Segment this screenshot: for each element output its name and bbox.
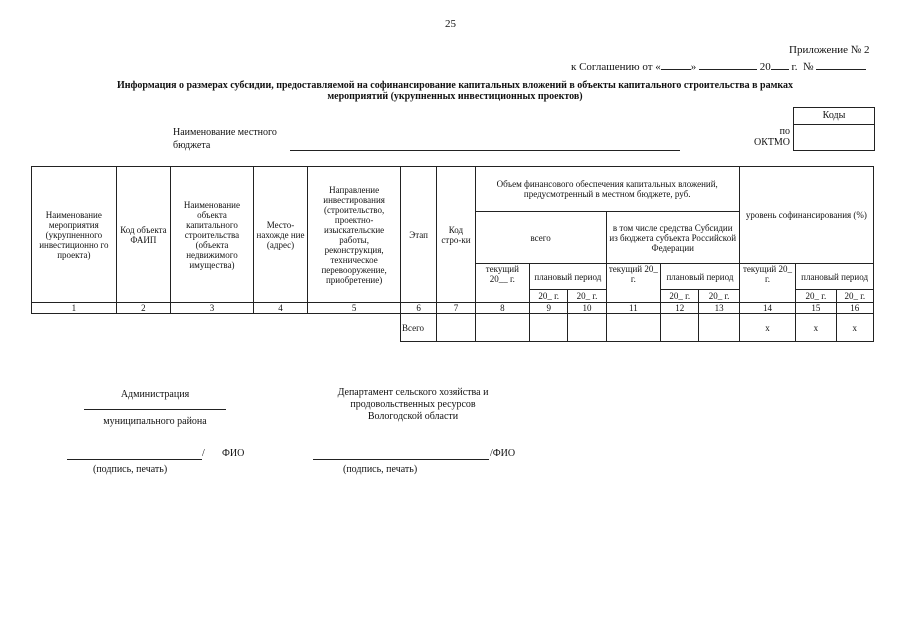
header-planned-total: плановый период <box>530 264 607 290</box>
column-number: 4 <box>253 303 307 314</box>
oktmo-label <box>735 126 790 148</box>
title-line-2: мероприятий (укрупненных инвестиционных проектов) <box>327 91 583 102</box>
document-title <box>40 80 870 102</box>
column-number: 5 <box>308 303 401 314</box>
column-number: 9 <box>530 303 568 314</box>
admin-title: Администрация <box>120 389 190 400</box>
total-row <box>32 314 874 342</box>
agreement-month-blank <box>699 69 757 70</box>
agreement-number-blank <box>816 69 866 70</box>
column-number: 15 <box>796 303 836 314</box>
column-number: 10 <box>568 303 606 314</box>
header-object: Наименование объекта капитального строительства (объекта недвижимого имущества) <box>171 167 254 303</box>
column-number: 6 <box>400 303 436 314</box>
agreement-line <box>571 61 866 73</box>
header-subsidy: в том числе средства Субсидии из бюджета субъекта Российской Федерации <box>606 212 739 264</box>
appendix-label: Приложение № 2 <box>789 44 870 56</box>
department-line-1: Департамент сельского хозяйства и <box>337 387 489 398</box>
header-current-total: текущий 20__ г. <box>475 264 529 303</box>
column-number: 12 <box>661 303 699 314</box>
codes-box <box>793 107 875 151</box>
total-x-cell: х <box>836 314 873 342</box>
column-number: 1 <box>32 303 117 314</box>
header-year: 20_ г. <box>796 290 836 303</box>
agreement-year-blank <box>771 69 789 70</box>
agreement-prefix: к Соглашению от « <box>571 61 661 73</box>
header-volume: Объем финансового обеспечения капитальных вложений, предусмотренный в местном бюджете, руб. <box>475 167 739 212</box>
header-direction: Направление инвестирования (строительство, проектно-изыскательские работы, реконструкция, техническое перевооружение, приобретение) <box>308 167 401 303</box>
header-planned-subsidy: плановый период <box>661 264 740 290</box>
column-number: 3 <box>171 303 254 314</box>
right-fio: /ФИО <box>490 448 516 459</box>
left-sign-caption: (подпись, печать) <box>93 464 168 475</box>
department-name <box>318 387 508 423</box>
column-number: 16 <box>836 303 873 314</box>
department-line-3: Вологодской области <box>367 411 459 422</box>
oktmo-label-line-2: ОКТМО <box>754 137 790 148</box>
header-total: всего <box>475 212 606 264</box>
budget-label <box>173 126 277 152</box>
left-fio: ФИО <box>222 448 245 459</box>
header-year: 20_ г. <box>699 290 739 303</box>
header-event: Наименование мероприятия (укрупненного инвестиционно го проекта) <box>32 167 117 303</box>
column-number: 8 <box>475 303 529 314</box>
header-year: 20_ г. <box>836 290 873 303</box>
header-year: 20_ г. <box>568 290 606 303</box>
total-cell <box>606 314 660 342</box>
agreement-year-prefix: 20 <box>759 61 771 73</box>
header-current-subsidy: текущий 20_ г. <box>606 264 660 303</box>
page-number: 25 <box>445 18 456 30</box>
column-number-row <box>32 303 874 314</box>
total-cell <box>568 314 606 342</box>
header-planned-cofinance: плановый период <box>796 264 874 290</box>
header-location: Место-нахожде ние (адрес) <box>253 167 307 303</box>
budget-label-line-2: бюджета <box>173 140 211 151</box>
left-signature-line <box>67 459 202 460</box>
column-number: 13 <box>699 303 739 314</box>
oktmo-label-line-1: по <box>779 126 790 137</box>
total-cell <box>530 314 568 342</box>
total-cell <box>661 314 699 342</box>
budget-label-line-1: Наименование местного <box>173 127 277 138</box>
codes-header: Коды <box>794 108 874 125</box>
total-label: Всего <box>400 314 436 342</box>
budget-name-line <box>290 150 680 151</box>
total-x-cell: х <box>739 314 795 342</box>
header-row-code: Код стро-ки <box>437 167 475 303</box>
subsidy-table <box>31 166 874 342</box>
admin-subtitle: муниципального района <box>103 416 207 427</box>
column-number: 2 <box>116 303 170 314</box>
agreement-quote-close: » <box>690 61 697 73</box>
title-line-1: Информация о размерах субсидии, предоставляемой на софинансирование капитальных вложений в объекты капитального строительства в рамках <box>116 80 794 91</box>
agreement-day-blank <box>661 69 691 70</box>
total-cell <box>475 314 529 342</box>
header-faip-code: Код объекта ФАИП <box>116 167 170 303</box>
total-x-cell: х <box>796 314 836 342</box>
department-line-2: продовольственных ресурсов <box>350 399 476 410</box>
right-sign-caption: (подпись, печать) <box>343 464 418 475</box>
header-cofinance: уровень софинансирования (%) <box>739 167 873 264</box>
right-signature-line <box>313 459 489 460</box>
admin-name-line <box>84 409 226 410</box>
column-number: 7 <box>437 303 475 314</box>
agreement-year-suffix: г. <box>791 61 798 73</box>
total-cell <box>699 314 739 342</box>
left-slash: / <box>202 448 205 459</box>
header-year: 20_ г. <box>661 290 699 303</box>
agreement-number-sign: № <box>803 61 814 73</box>
header-stage: Этап <box>400 167 436 303</box>
header-year: 20_ г. <box>530 290 568 303</box>
total-cell <box>437 314 475 342</box>
column-number: 14 <box>739 303 795 314</box>
header-current-cofinance: текущий 20_ г. <box>739 264 795 303</box>
column-number: 11 <box>606 303 660 314</box>
